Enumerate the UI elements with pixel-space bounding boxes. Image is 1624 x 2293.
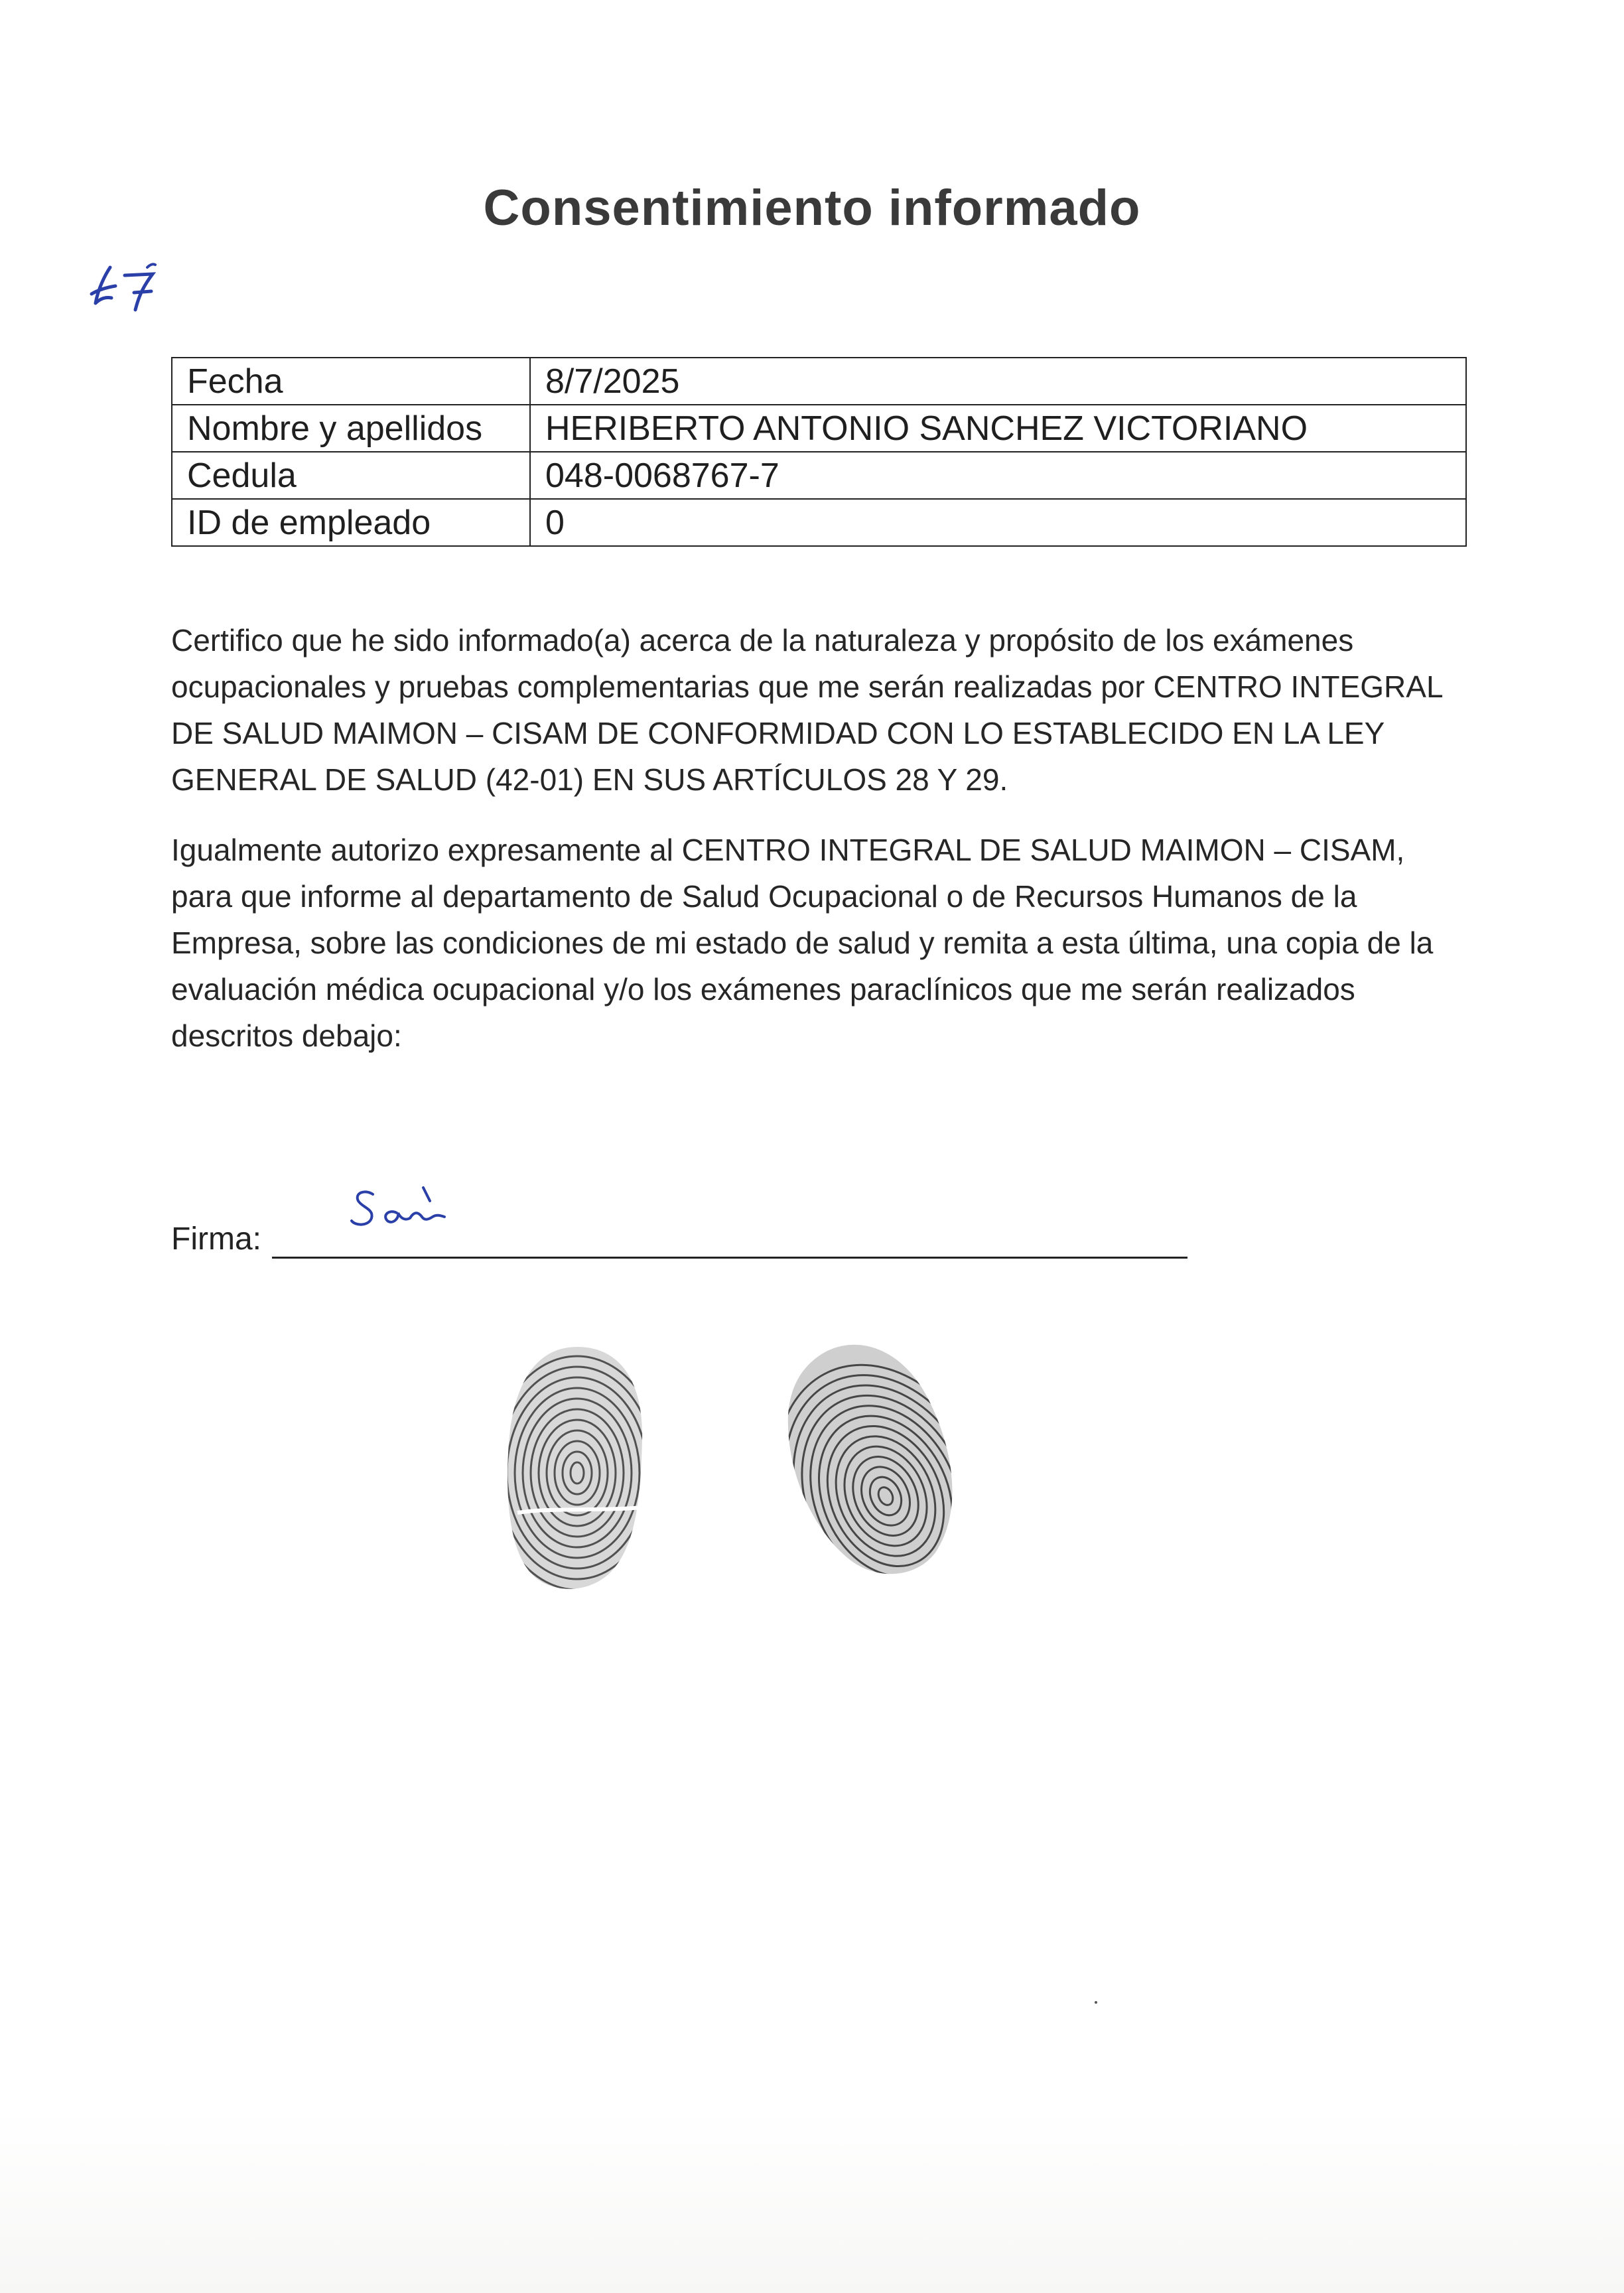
table-row (172, 358, 1466, 405)
scan-speck (1095, 2001, 1097, 2004)
table-row (172, 499, 1466, 546)
row-label-fecha: Fecha (172, 358, 530, 405)
handwritten-annotation (78, 255, 178, 322)
row-label-nombre: Nombre y apellidos (172, 405, 530, 452)
scan-bottom-shade (0, 2110, 1624, 2293)
signature-line (272, 1257, 1187, 1259)
handwritten-signature (345, 1174, 451, 1241)
row-label-id-empleado: ID de empleado (172, 499, 530, 546)
row-value-nombre: HERIBERTO ANTONIO SANCHEZ VICTORIANO (530, 405, 1466, 452)
consent-paragraph-2: Igualmente autorizo expresamente al CENTRO INTEGRAL DE SALUD MAIMON – CISAM, para que informe al departamento de Salud Ocupacional o de Recursos Humanos de la Empresa, sobre las condiciones de mi estado de salud y remita a esta última, una copia de la evaluación médica ocupacional y/o los exámenes paraclínicos que me serán realizados descritos debajo: (171, 833, 1434, 1053)
row-value-cedula: 048-0068767-7 (530, 452, 1466, 499)
row-value-id-empleado: 0 (530, 499, 1466, 546)
table-row (172, 452, 1466, 499)
fingerprint-right (770, 1334, 969, 1586)
fingerprint-left (491, 1334, 663, 1599)
table-row (172, 405, 1466, 452)
signature-label: Firma: (171, 1221, 261, 1257)
row-label-cedula: Cedula (172, 452, 530, 499)
row-value-fecha: 8/7/2025 (530, 358, 1466, 405)
consent-paragraph-1: Certifico que he sido informado(a) acerca de la naturaleza y propósito de los exámenes ocupacionales y pruebas complementarias que me serán realizadas por CENTRO INTEGRAL DE SALUD MAIMON – CISAM DE CONFORMIDAD CON LO ESTABLECIDO EN LA LEY GENERAL DE SALUD (42-01) EN SUS ARTÍCULOS 28 Y 29. (171, 623, 1442, 797)
page-title: Consentimiento informado (483, 180, 1141, 236)
patient-info-table (171, 357, 1467, 547)
